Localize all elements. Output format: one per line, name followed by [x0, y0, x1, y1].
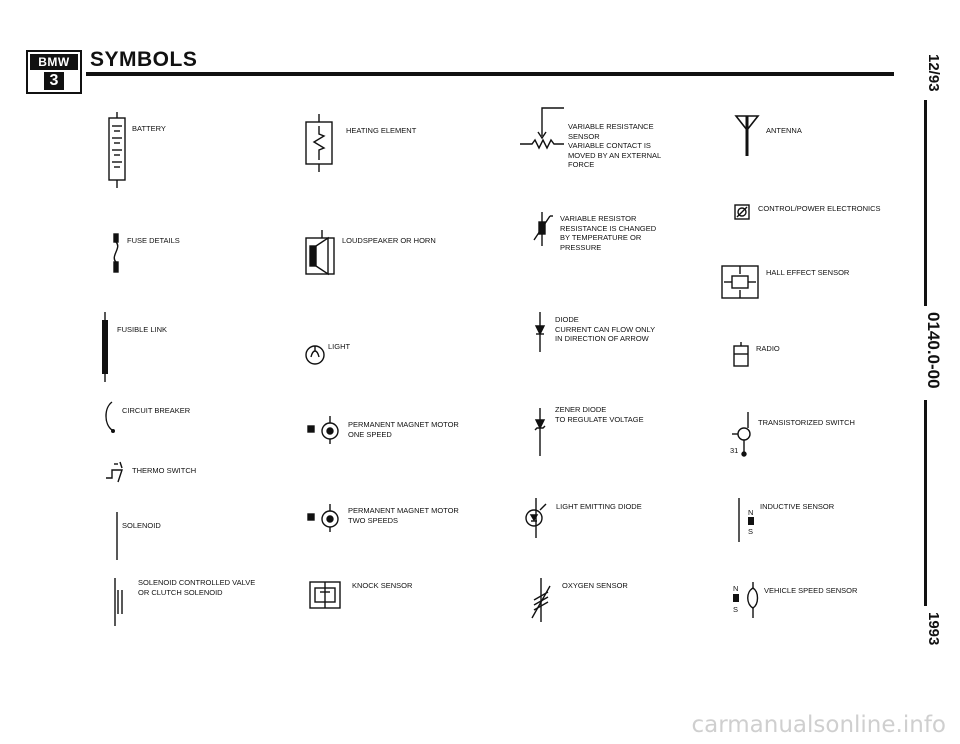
motor-one-speed-symbol-icon: [308, 416, 344, 444]
thermo-switch-symbol-icon: [104, 460, 126, 486]
variable-resistor-symbol-icon: [532, 212, 554, 246]
solenoid-valve-label: SOLENOID CONTROLLED VALVE OR CLUTCH SOLENOID: [138, 578, 256, 597]
loudspeaker-label: LOUDSPEAKER OR HORN: [342, 236, 436, 245]
control-electronics-symbol-icon: [734, 204, 750, 220]
variable-resistance-sensor-symbol-icon: [520, 106, 564, 154]
zener-diode-label: ZENER DIODE TO REGULATE VOLTAGE: [555, 405, 644, 424]
antenna-symbol-icon: [734, 114, 760, 156]
fusible-link-label: FUSIBLE LINK: [117, 325, 168, 334]
transistorized-switch-pin-label: 31: [730, 446, 739, 455]
light-label: LIGHT: [328, 342, 351, 351]
oxygen-sensor-symbol-icon: [530, 578, 552, 622]
logo-model: 3: [44, 72, 64, 90]
circuit-breaker-label: CIRCUIT BREAKER: [122, 406, 191, 415]
page-title: SYMBOLS: [90, 48, 198, 71]
antenna-label: ANTENNA: [766, 126, 802, 135]
solenoid-symbol-icon: [114, 512, 122, 560]
control-electronics-label: CONTROL/POWER ELECTRONICS: [758, 204, 881, 213]
vehicle-speed-sensor-pole-n: N: [733, 584, 739, 593]
hall-effect-sensor-symbol-icon: [720, 264, 760, 300]
margin-rule-top: [924, 100, 927, 306]
fusible-link-symbol-icon: [100, 312, 110, 382]
solenoid-label: SOLENOID: [122, 521, 161, 530]
diode-label: DIODE CURRENT CAN FLOW ONLY IN DIRECTION OF ARROW: [555, 315, 656, 343]
logo-brand: BMW: [30, 54, 78, 70]
thermo-switch-label: THERMO SWITCH: [132, 466, 197, 475]
light-emitting-diode-label: LIGHT EMITTING DIODE: [556, 502, 642, 511]
variable-resistance-sensor-label: VARIABLE RESISTANCE SENSOR VARIABLE CONTACT IS MOVED BY AN EXTERNAL FORCE: [568, 122, 662, 169]
vehicle-speed-sensor-label: VEHICLE SPEED SENSOR: [764, 586, 858, 595]
margin-rule-bottom: [924, 400, 927, 606]
vehicle-speed-sensor-symbol-icon: [744, 582, 760, 618]
inductive-sensor-pole-n: N: [748, 508, 754, 517]
vehicle-speed-sensor-pole-s: S: [733, 605, 739, 614]
light-bulb-symbol-icon: [304, 344, 326, 366]
bmw-3-logo: [26, 50, 82, 94]
oxygen-sensor-label: OXYGEN SENSOR: [562, 581, 628, 590]
margin-year: 1993: [925, 612, 942, 646]
motor-two-speeds-label: PERMANENT MAGNET MOTOR TWO SPEEDS: [348, 506, 459, 525]
variable-resistor-label: VARIABLE RESISTOR RESISTANCE IS CHANGED BY TEMPERATURE OR PRESSURE: [560, 214, 657, 252]
heating-element-label: HEATING ELEMENT: [346, 126, 417, 135]
inductive-sensor-magnet: [748, 517, 754, 525]
radio-label: RADIO: [756, 344, 780, 353]
inductive-sensor-label: INDUCTIVE SENSOR: [760, 502, 835, 511]
radio-symbol-icon: [732, 342, 750, 368]
battery-symbol-icon: [106, 112, 128, 188]
watermark: carmanualsonline.info: [691, 712, 946, 738]
vehicle-speed-sensor-magnet: [733, 594, 739, 602]
inductive-sensor-pole-s: S: [748, 527, 754, 536]
transistorized-switch-label: TRANSISTORIZED SWITCH: [758, 418, 855, 427]
diode-symbol-icon: [534, 312, 546, 352]
margin-section-code: 0140.0-00: [924, 312, 943, 389]
knock-sensor-symbol-icon: [308, 580, 342, 610]
fuse-details-label: FUSE DETAILS: [127, 236, 180, 245]
motor-one-speed-label: PERMANENT MAGNET MOTOR ONE SPEED: [348, 420, 459, 439]
zener-diode-symbol-icon: [534, 408, 546, 456]
solenoid-valve-symbol-icon: [112, 578, 126, 626]
fuse-symbol-icon: [112, 234, 122, 274]
inductive-sensor-symbol-icon: [736, 498, 744, 542]
circuit-breaker-symbol-icon: [104, 400, 118, 434]
battery-label: BATTERY: [132, 124, 166, 133]
margin-date: 12/93: [925, 54, 942, 92]
title-rule: [86, 72, 894, 76]
knock-sensor-label: KNOCK SENSOR: [352, 581, 413, 590]
hall-effect-sensor-label: HALL EFFECT SENSOR: [766, 268, 850, 277]
light-emitting-diode-symbol-icon: [522, 498, 550, 538]
loudspeaker-symbol-icon: [304, 230, 336, 278]
heating-element-symbol-icon: [304, 114, 334, 172]
motor-two-speeds-symbol-icon: [308, 504, 344, 532]
